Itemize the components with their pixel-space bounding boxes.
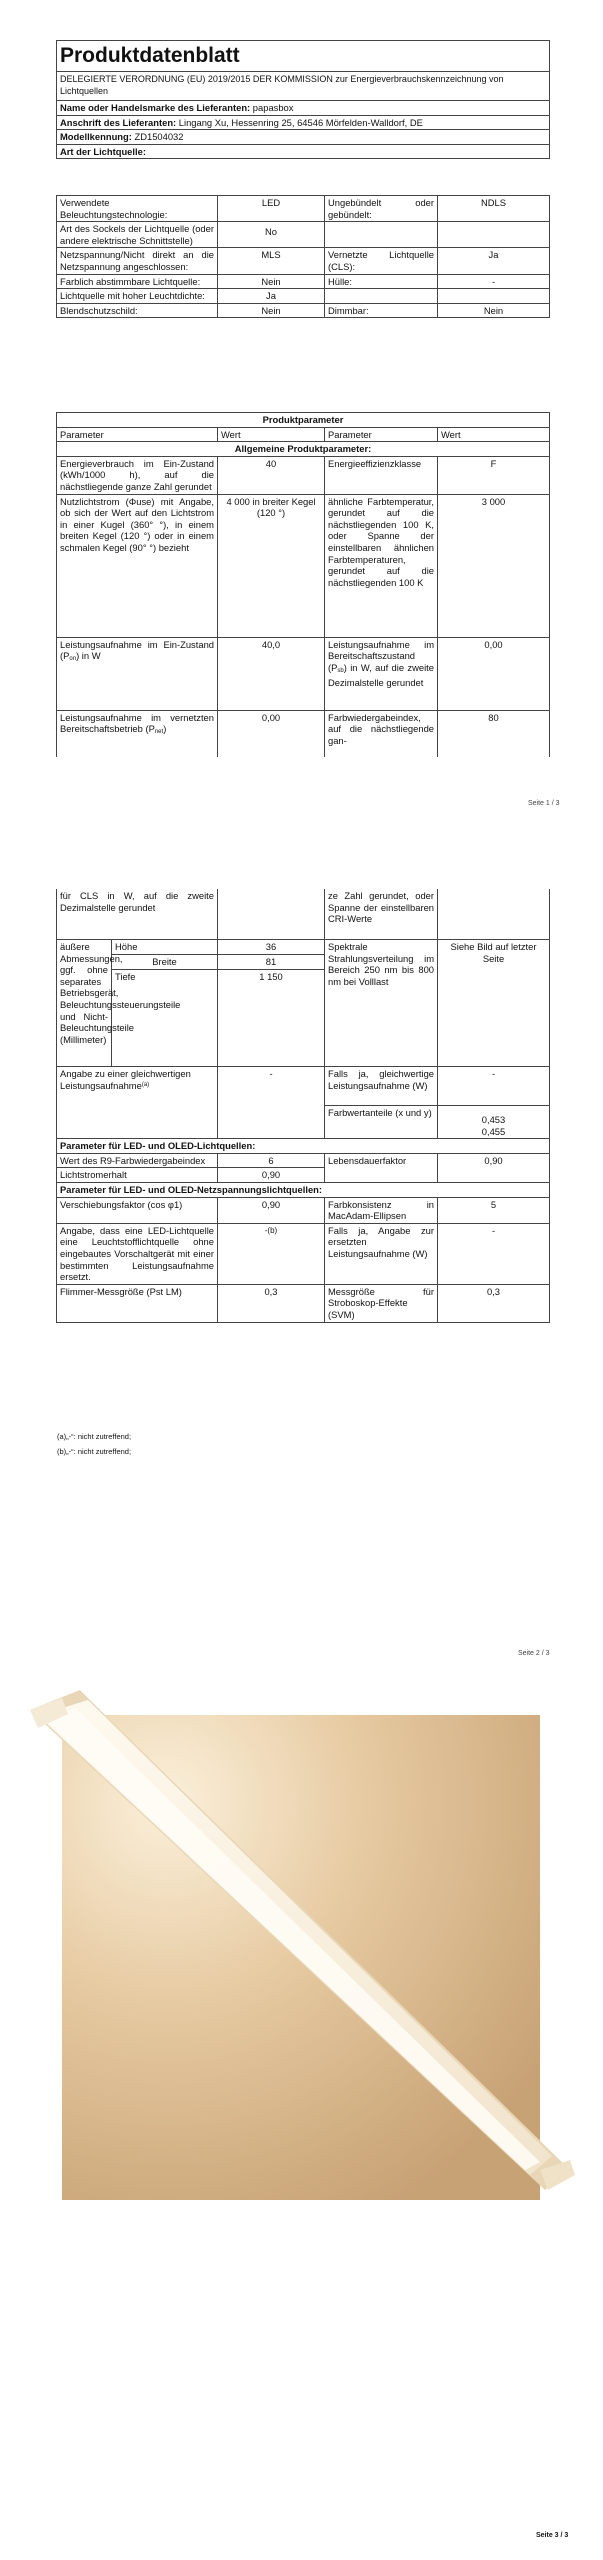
- flicker-label: Flimmer-Messgröße (Pst LM): [57, 1284, 218, 1322]
- pnet-value: 0,00: [218, 710, 325, 757]
- supplier-label: Name oder Handelsmarke des Lieferanten:: [60, 102, 251, 113]
- spd-label: Spektrale Strahlungsverteilung im Bereich 250 nm bis 800 nm bei Volllast: [325, 940, 438, 1067]
- socket-label: Art des Sockels der Lichtquelle (oder andere elektrische Schnittstelle): [57, 222, 218, 248]
- supplier-row: [57, 101, 550, 116]
- high-luminance-value: Ja: [218, 289, 325, 304]
- regulation-text: DELEGIERTE VERORDNUNG (EU) 2019/2015 DER KOMMISSION zur Energieverbrauchskennzeichnung von Lichtquellen: [57, 72, 550, 101]
- stroboscopic-value: 0,3: [438, 1284, 550, 1322]
- depth-label: Tiefe: [112, 970, 218, 1067]
- replace-power-label: Falls ja, Angabe zur ersetzten Leistungsaufnahme (W): [325, 1223, 438, 1284]
- chroma-y-value: 0,455: [481, 1125, 506, 1137]
- model-row: [57, 130, 550, 145]
- efficiency-class-label: Energieeffizienzklasse: [325, 456, 438, 494]
- depth-value: 1 150: [218, 970, 325, 1067]
- product-photo: [0, 1670, 603, 2230]
- replace-power-value: -: [438, 1223, 550, 1284]
- type-table: [56, 195, 550, 318]
- equiv-label-text: Angabe zu einer gleichwertigen Leistungsaufnahme: [60, 1068, 191, 1091]
- led-params-title: Parameter für LED- und OLED-Lichtquellen:: [57, 1139, 550, 1154]
- col-param-2: Parameter: [325, 427, 438, 442]
- pon-label-tail: ) in W: [76, 650, 101, 662]
- flicker-value: 0,3: [218, 1284, 325, 1322]
- equiv-value: -: [218, 1067, 325, 1139]
- mains-label: Netzspannung/Nicht direkt an die Netzspannung angeschlossen:: [57, 248, 218, 274]
- cct-label: ähnliche Farbtemperatur, gerundet auf die nächstliegenden 100 K, oder Spanne der einstellbaren ähnlichen Farbtemperaturen, gerundet auf die nächstliegenden 100 K: [325, 494, 438, 637]
- supplier-value: papasbox: [252, 102, 294, 113]
- envelope-value: -: [438, 274, 550, 289]
- glare-value: Nein: [218, 303, 325, 318]
- stroboscopic-label: Messgröße für Stroboskop-Effekte (SVM): [325, 1284, 438, 1322]
- mains-value: MLS: [218, 248, 325, 274]
- pon-value: 40,0: [218, 637, 325, 710]
- consistency-label: Farbkonsistenz in MacAdam-Ellipsen: [325, 1197, 438, 1223]
- flux-value: 4 000 in breiter Kegel (120 °): [218, 494, 325, 637]
- general-params-title: Allgemeine Produktparameter:: [57, 442, 550, 457]
- dimmable-value: Nein: [438, 303, 550, 318]
- pon-sub: on: [69, 656, 77, 663]
- socket-value: No: [218, 222, 325, 248]
- page-number-1: Seite 1 / 3: [528, 800, 560, 807]
- cls-value: Ja: [438, 248, 550, 274]
- r9-value: 6: [218, 1153, 325, 1168]
- colour-tunable-label: Farblich abstimmbare Lichtquelle:: [57, 274, 218, 289]
- chroma-label: Farbwertanteile (x und y): [325, 1106, 438, 1139]
- pnet-label-end: für CLS in W, auf die zweite Dezimalstelle gerundet: [57, 889, 218, 940]
- cri-value: 80: [438, 710, 550, 757]
- efficiency-class-value: F: [438, 456, 550, 494]
- type-heading: Art der Lichtquelle:: [57, 144, 550, 159]
- unbundled-value: NDLS: [438, 196, 550, 222]
- chroma-x-value: 0,453: [481, 1114, 506, 1125]
- address-value: Lingang Xu, Hessenring 25, 64546 Mörfelden-Walldorf, DE: [178, 116, 423, 128]
- page-2: [0, 870, 603, 1670]
- width-label: Breite: [112, 955, 218, 970]
- chroma-values: [438, 1106, 550, 1139]
- replace-value: -(b): [218, 1223, 325, 1284]
- cri-label-end: ze Zahl gerundet, oder Spanne der einstellbaren CRI-Werte: [325, 889, 438, 940]
- model-label: Modellkennung:: [60, 131, 132, 143]
- params-table-page1: [56, 412, 550, 757]
- equiv-label: [57, 1067, 218, 1139]
- envelope-label: Hülle:: [325, 274, 438, 289]
- pnet-label-start: Leistungsaufnahme im vernetzten Bereitschaftsbetrieb (Pnet): [57, 710, 218, 757]
- col-value-1: Wert: [218, 427, 325, 442]
- energy-value: 40: [218, 456, 325, 494]
- page-3: [0, 1670, 603, 2560]
- mains-params-title: Parameter für LED- und OLED-Netzspannungslichtquellen:: [57, 1182, 550, 1197]
- glare-label: Blendschutzschild:: [57, 303, 218, 318]
- unbundled-label: Ungebündelt oder gebündelt:: [325, 196, 438, 222]
- footnote-a: (a)„-“: nicht zutreffend;: [57, 1432, 132, 1441]
- page-number-3: Seite 3 / 3: [536, 2532, 569, 2539]
- cct-value: 3 000: [438, 494, 550, 637]
- flux-label: Nutzlichtstrom (Φuse) mit Angabe, ob sich der Wert auf den Lichtstrom in einer Kugel (360° °), in einem breiten Kegel (120 °) oder in einem schmalen Kegel (90° °) bezieht: [57, 494, 218, 637]
- survival-label: Lebensdauerfaktor: [325, 1153, 438, 1182]
- cri-label-start: Farbwiedergabeindex, auf die nächstliegende gan-: [325, 710, 438, 757]
- cls-label: Vernetzte Lichtquelle (CLS):: [325, 248, 438, 274]
- psb-sub: sb: [337, 667, 344, 674]
- equiv-power-label: Falls ja, gleichwertige Leistungsaufnahme (W): [325, 1067, 438, 1106]
- psb-label-text: Leistungsaufnahme im Bereitschaftszustand (P: [328, 638, 434, 673]
- dimensions-label: äußere Abmessungen, ggf. ohne separates Betriebsgerät, Beleuchtungssteuerungsteile und Nicht-Beleuchtungsteile (Millimeter): [57, 940, 112, 1067]
- r9-label: Wert des R9-Farbwiedergabeindex: [57, 1153, 218, 1168]
- dimmable-label: Dimmbar:: [325, 303, 438, 318]
- page-1: [0, 0, 603, 820]
- height-label: Höhe: [112, 940, 218, 955]
- dpf-value: 0,90: [218, 1197, 325, 1223]
- psb-label: [325, 637, 438, 710]
- replace-label: Angabe, dass eine LED-Lichtquelle eine Leuchtstofflichtquelle ohne eingebautes Vorschaltgerät mit einer bestimmten Leistungsaufnahme ersetzt.: [57, 1223, 218, 1284]
- page-number-2: Seite 2 / 3: [518, 1650, 550, 1657]
- consistency-value: 5: [438, 1197, 550, 1223]
- col-value-2: Wert: [438, 427, 550, 442]
- maintenance-label: Lichtstromerhalt: [57, 1168, 218, 1183]
- address-row: [57, 115, 550, 130]
- psb-label-tail: ) in W, auf die zweite Dezimalstelle gerundet: [328, 661, 434, 689]
- model-value: ZD1504032: [134, 131, 184, 143]
- params-table-page2: [56, 889, 550, 1323]
- energy-label: Energieverbrauch im Ein-Zustand (kWh/1000 h), auf die nächstliegende ganze Zahl gerundet: [57, 456, 218, 494]
- colour-tunable-value: Nein: [218, 274, 325, 289]
- tech-label: Verwendete Beleuchtungstechnologie:: [57, 196, 218, 222]
- spd-value: Siehe Bild auf letzter Seite: [438, 940, 550, 1067]
- dpf-label: Verschiebungsfaktor (cos φ1): [57, 1197, 218, 1223]
- equiv-sup: (a): [141, 1081, 150, 1088]
- psb-value: 0,00: [438, 637, 550, 710]
- equiv-power-value: -: [438, 1067, 550, 1106]
- high-luminance-label: Lichtquelle mit hoher Leuchtdichte:: [57, 289, 218, 304]
- height-value: 36: [218, 940, 325, 955]
- pon-label: [57, 637, 218, 710]
- tech-value: LED: [218, 196, 325, 222]
- col-param-1: Parameter: [57, 427, 218, 442]
- survival-value: 0,90: [438, 1153, 550, 1182]
- header-table: [56, 40, 550, 159]
- page-title: Produktdatenblatt: [57, 41, 550, 72]
- pon-label-text: Leistungsaufnahme im Ein-Zustand (P: [60, 638, 214, 662]
- maintenance-value: 0,90: [218, 1168, 325, 1183]
- footnote-b: (b)„-“: nicht zutreffend;: [57, 1447, 132, 1456]
- params-section-title: Produktparameter: [57, 413, 550, 428]
- address-label: Anschrift des Lieferanten:: [60, 116, 177, 128]
- width-value: 81: [218, 955, 325, 970]
